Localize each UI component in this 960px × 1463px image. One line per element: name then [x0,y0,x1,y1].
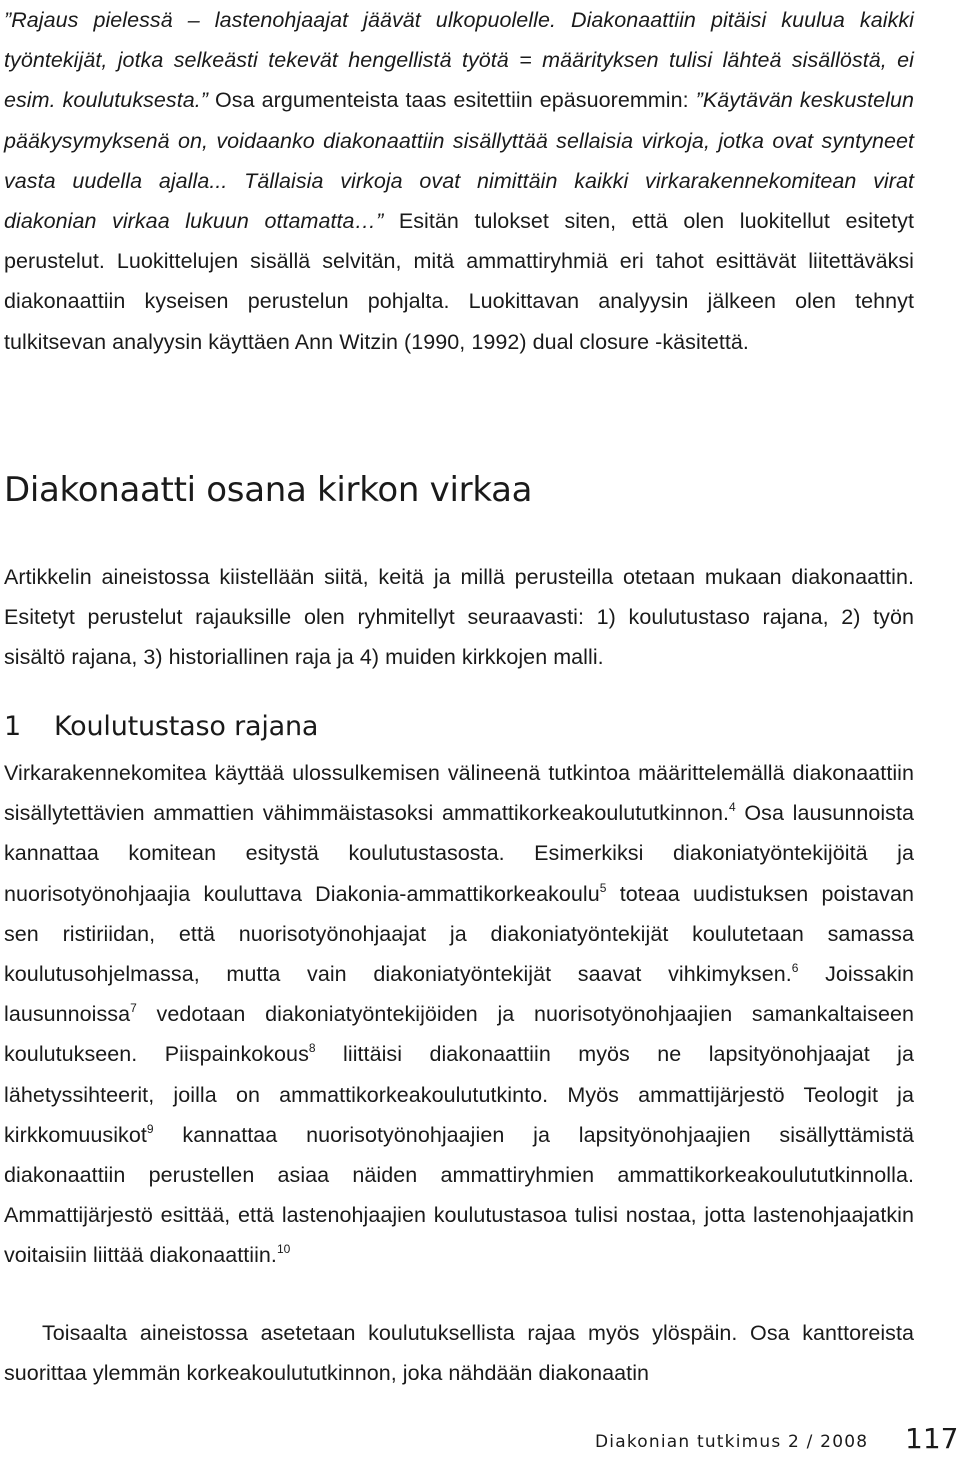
footnote-ref: 7 [130,1001,137,1016]
paragraph-quotes [4,0,914,362]
body-text: vedotaan diakoniatyöntekijöiden ja nuorisotyönohjaajien samankaltaiseen koulutukseen. Piispainkokous [4,1002,914,1067]
footnote-ref: 10 [276,1242,291,1257]
page-number: 117 [905,1422,959,1455]
subsection-heading [4,711,318,742]
body-text: kannattaa nuorisotyönohjaajien ja lapsityönohjaajien sisällyttämistä diakonaattiin perustellen asiaa näiden ammattiryhmien ammattikorkeakoulututkinnolla. Ammattijärjestö esittää, että lastenohjaajien koulutustasoa tulisi nostaa, jotta lastenohjaajatkin voitaisiin liittää diakonaattiin. [4,1122,914,1268]
footnote-ref: 5 [599,880,607,895]
footnote-ref: 9 [146,1121,154,1136]
paragraph-upward-limit: Toisaalta aineistossa asetetaan koulutuksellista rajaa myös ylöspäin. Osa kanttoreista suorittaa ylemmän korkeakoulututkinnon, joka nähdään diakonaatin [4,1321,914,1386]
paragraph-intro: Artikkelin aineistossa kiistellään siitä, keitä ja millä perusteilla otetaan mukaan diakonaattin. Esitetyt perustelut rajauksille olen ryhmitellyt seuraavasti: 1) koulutustaso rajana, 2) työn sisältö rajana, 3) historiallinen raja ja 4) muiden kirkkojen malli. [4,565,914,670]
body-text: liittäisi diakonaattiin myös ne lapsityönohjaajat ja lähetyssihteerit, joilla on ammattikorkeakoulututkinto. Myös ammattijärjestö Teologit ja kirkkomuusikot [4,1042,914,1147]
body-text: Osa lausunnoista kannattaa komitean esitystä koulutustasosta. Esimerkiksi diakoniatyöntekijöitä ja nuorisotyönohjaajia kouluttava Diakonia-ammattikorkeakoulu [4,801,914,906]
quote-text: ”Käytävän keskustelun pääkysymyksenä on, voidaanko diakonaattiin sisällyttää sellaisia virkoja, jotka ovat syntyneet vasta uudella ajalla... Tällaisia virkoja ovat nimittäin kaikki virkarakennekomitean virat diakonian virkaa lukuun ottamatta…” [4,88,914,234]
section-heading: Diakonaatti osana kirkon virkaa [4,470,533,510]
body-text: toteaa uudistuksen poistavan sen ristiriidan, että nuorisotyönohjaajat ja diakoniatyöntekijät koulutetaan samassa koulutusohjelmassa, mutta vain diakoniatyöntekijät saavat vihkimyksen. [4,881,914,987]
body-text: Virkarakennekomitea käyttää ulossulkemisen välineenä tutkintoa määrittelemällä diakonaattiin sisällytettävien ammattien vähimmäistasoksi ammattikorkeakoulututkinnon. [4,761,914,826]
footnote-ref: 4 [728,800,736,815]
footnote-ref: 6 [791,961,799,976]
quote-text: ”Rajaus pielessä – lastenohjaajat jäävät ulkopuolelle. Diakonaattiin pitäisi kuulua kaikki työntekijät, jotka selkeästi tekevät hengellistä työtä = määrityksen tulisi lähteä sisällöstä, ei esim. koulutuksesta.” [4,8,914,113]
footnote-ref: 8 [308,1041,316,1056]
subsection-number: 1 [4,711,21,742]
subsection-title: Koulutustaso rajana [54,711,319,742]
body-text: Joissakin lausunnoissa [4,962,914,1027]
body-text: Esitän tulokset siten, että olen luokitellut esitetyt perustelut. Luokittelujen sisällä selvitän, mitä ammattiryhmiä eri tahot esittävät liitettäväksi diakonaattiin kyseisen perustelun pohjalta. Luokittavan analyysin jälkeen olen tehnyt tulkitsevan analyysin käyttäen Ann Witzin (1990, 1992) dual closure -käsitettä. [4,209,914,354]
journal-footer: Diakonian tutkimus 2 / 2008 [595,1432,869,1452]
body-text: Osa argumenteista taas esitettiin epäsuoremmin: [208,88,696,113]
paragraph-education [4,753,914,1276]
